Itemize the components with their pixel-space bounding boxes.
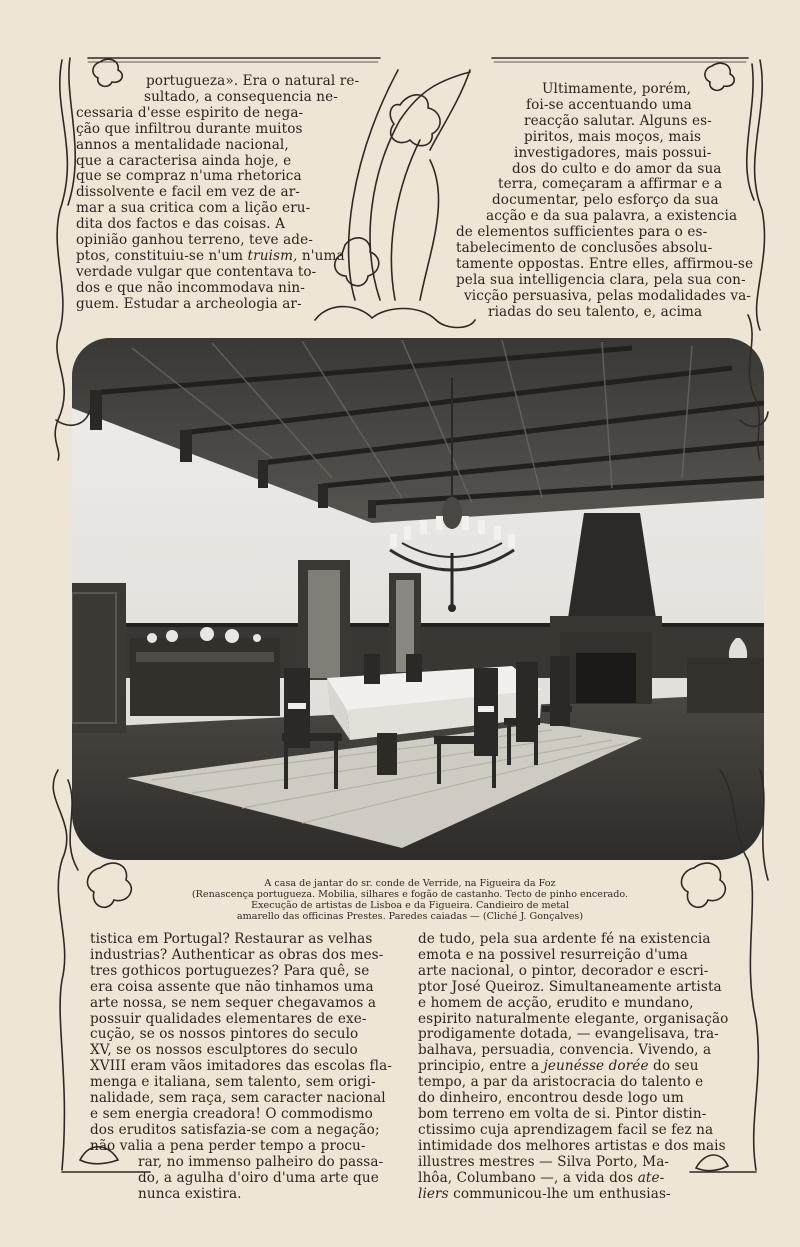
text-line: do dinheiro, encontrou desde logo um: [418, 1090, 684, 1107]
text-line: nunca existira.: [138, 1185, 242, 1202]
text-line: balhava, persuadia, convencia. Vivendo, a: [418, 1042, 712, 1059]
text-line: menga e italiana, sem talento, sem origi-: [90, 1074, 376, 1091]
caption-line: (Renascença portugueza. Mobilia, silhares e fogão de castanho. Tecto de pinho encerado.: [191, 889, 629, 900]
text-line: mar a sua critica com a lição eru-: [76, 200, 311, 217]
text-line: cução, se os nossos pintores do seculo: [90, 1026, 359, 1043]
text-line: piritos, mais moços, mais: [524, 128, 702, 145]
text-line: Ultimamente, porém,: [542, 81, 691, 97]
text-line: reacção salutar. Alguns es-: [524, 112, 712, 129]
text-line: do, a agulha d'oiro d'uma arte que: [138, 1169, 379, 1186]
text-line: ctissimo cuja aprendizagem facil se fez na: [418, 1121, 714, 1138]
text-line: terra, começaram a affirmar e a: [498, 176, 723, 193]
text-line: [418, 1187, 728, 1203]
text-line: XVIII eram vãos imitadores das escolas fla-: [90, 1058, 392, 1075]
iris-base-scroll: [315, 307, 475, 328]
iris-leaf-tall: [430, 70, 470, 150]
text-line: arte nossa, se nem sequer chegavamos a: [90, 994, 377, 1011]
text-fragment: principio, entre a: [418, 1058, 540, 1075]
text-line: illustres mestres — Silva Porto, Ma-: [418, 1153, 670, 1170]
text-line: verdade vulgar que contentava to-: [76, 263, 317, 280]
iris-bloom: [390, 95, 440, 146]
text-line: XV, se os nossos esculptores do seculo: [90, 1042, 358, 1059]
caption-line: amarello das officinas Prestes. Paredes caiadas — (Cliché J. Gonçalves): [236, 911, 584, 922]
right-top-stem: [755, 60, 765, 330]
iris-stem-2: [391, 140, 420, 300]
text-fragment: communicou-lhe um enthusias-: [448, 1185, 671, 1202]
italic-term: jeunésse dorée: [543, 1058, 649, 1075]
italic-term: liers: [418, 1185, 449, 1202]
column-bottom-right: [418, 932, 728, 1202]
photo-caption: [150, 878, 670, 922]
text-line: não valia a pena perder tempo a procu-: [90, 1137, 366, 1154]
text-line: dos eruditos satisfazia-se com a negação;: [90, 1121, 380, 1138]
text-line: bom terreno em volta de si. Pintor distin-: [418, 1105, 707, 1122]
blossom-left-top: [93, 59, 122, 86]
text-line: que a caracterisa ainda hoje, e: [76, 152, 292, 169]
blossom-left-bottom: [87, 863, 131, 907]
frame-right-upper: [748, 315, 760, 460]
text-line: dissolvente e facil em vez de ar-: [76, 184, 300, 201]
text-line: era coisa assente que não tinhamos uma: [90, 978, 374, 995]
caption-line: A casa de jantar do sr. conde de Verride, na Figueira da Foz: [264, 878, 556, 889]
frame-right-lower-2: [760, 770, 768, 880]
iris-leaf-2: [420, 160, 439, 300]
text-line: e homem de acção, erudito e mundano,: [418, 994, 694, 1011]
text-line: foi-se accentuando uma: [526, 96, 692, 113]
text-line: guem. Estudar a archeologia ar-: [76, 295, 302, 312]
column-bottom-left: [90, 932, 390, 1202]
text-line: investigadores, mais possui-: [514, 144, 712, 161]
frame-left-upper: [55, 330, 64, 460]
text-line: dos do culto e do amor da sua: [512, 160, 722, 177]
text-line: ção que infiltrou durante muitos: [76, 120, 303, 137]
text-line: de elementos sufficientes para o es-: [456, 224, 708, 241]
text-line: rar, no immenso palheiro do passa-: [138, 1153, 384, 1170]
text-line: sultado, a consequencia ne-: [144, 88, 338, 105]
text-line: prodigamente dotada, — evangelisava, tra-: [418, 1026, 719, 1043]
text-line: de tudo, pela sua ardente fé na existencia: [418, 931, 711, 947]
text-line: possuir qualidades elementares de exe-: [90, 1010, 367, 1027]
text-fragment: n'uma: [297, 247, 345, 264]
text-line: emota e na possivel resurreição d'uma: [418, 946, 688, 963]
text-line: dos e que não incommodava nin-: [76, 279, 305, 296]
text-line: tabelecimento de conclusões absolu-: [456, 240, 713, 257]
text-line: tempo, a par da aristocracia do talento e: [418, 1074, 704, 1091]
text-line: vicção persuasiva, pelas modalidades va-: [464, 287, 751, 304]
text-line: [418, 1171, 728, 1187]
text-line: acção e da sua palavra, a existencia: [486, 208, 738, 225]
text-line: riadas do seu talento, e, acima: [488, 303, 703, 320]
text-line: nalidade, sem raça, sem caracter nacional: [90, 1090, 386, 1107]
italic-term: truism,: [247, 247, 298, 264]
caption-line: Execução de artistas de Lisboa e da Figueira. Candieiro de metal: [251, 900, 569, 911]
frame-left-lower-2: [68, 780, 78, 870]
iris-stem: [370, 72, 470, 300]
text-line: opinião ganhou terreno, teve ade-: [76, 232, 313, 249]
text-fragment: lhôa, Columbano —, a vida dos: [418, 1169, 634, 1186]
text-fragment: ptos, constituiu-se n'um: [76, 247, 244, 264]
left-top-stem-2: [68, 58, 75, 205]
text-line: ptor José Queiroz. Simultaneamente artista: [418, 978, 722, 995]
text-line: portugueza». Era o natural re-: [146, 73, 360, 89]
text-line: tamente oppostas. Entre elles, affirmou-se: [456, 255, 754, 272]
right-top-stem-2: [747, 64, 754, 200]
text-line: e sem energia creadora! O commodismo: [90, 1105, 373, 1122]
frame-left-lower: [53, 770, 67, 1170]
text-line: dita dos factos e das coisas. A: [76, 216, 286, 233]
text-line: arte nacional, o pintor, decorador e escri-: [418, 962, 709, 979]
text-line: annos a mentalidade nacional,: [76, 136, 289, 153]
text-line: tres gothicos portuguezes? Para quê, se: [90, 962, 370, 979]
iris-leaf: [349, 70, 398, 300]
text-line: documentar, pelo esforço da sua: [492, 192, 719, 209]
text-line: [418, 1059, 728, 1075]
left-top-stem: [57, 60, 67, 330]
corner-scroll-right: [740, 412, 768, 426]
text-line: que se compraz n'uma rhetorica: [76, 168, 302, 185]
text-line: intimidade dos melhores artistas e dos mais: [418, 1137, 726, 1154]
text-line: industrias? Authenticar as obras dos mes-: [90, 946, 384, 963]
blossom-right-bottom: [681, 863, 725, 907]
italic-term: ate-: [637, 1169, 665, 1186]
text-line: pela sua intelligencia clara, pela sua con-: [456, 271, 746, 288]
text-line: tistica em Portugal? Restaurar as velhas: [90, 931, 373, 947]
text-fragment: do seu: [648, 1058, 699, 1075]
blossom-right-top: [705, 63, 734, 90]
text-line: cessaria d'esse espirito de nega-: [76, 104, 304, 121]
text-line: espirito naturalmente elegante, organisação: [418, 1010, 729, 1027]
